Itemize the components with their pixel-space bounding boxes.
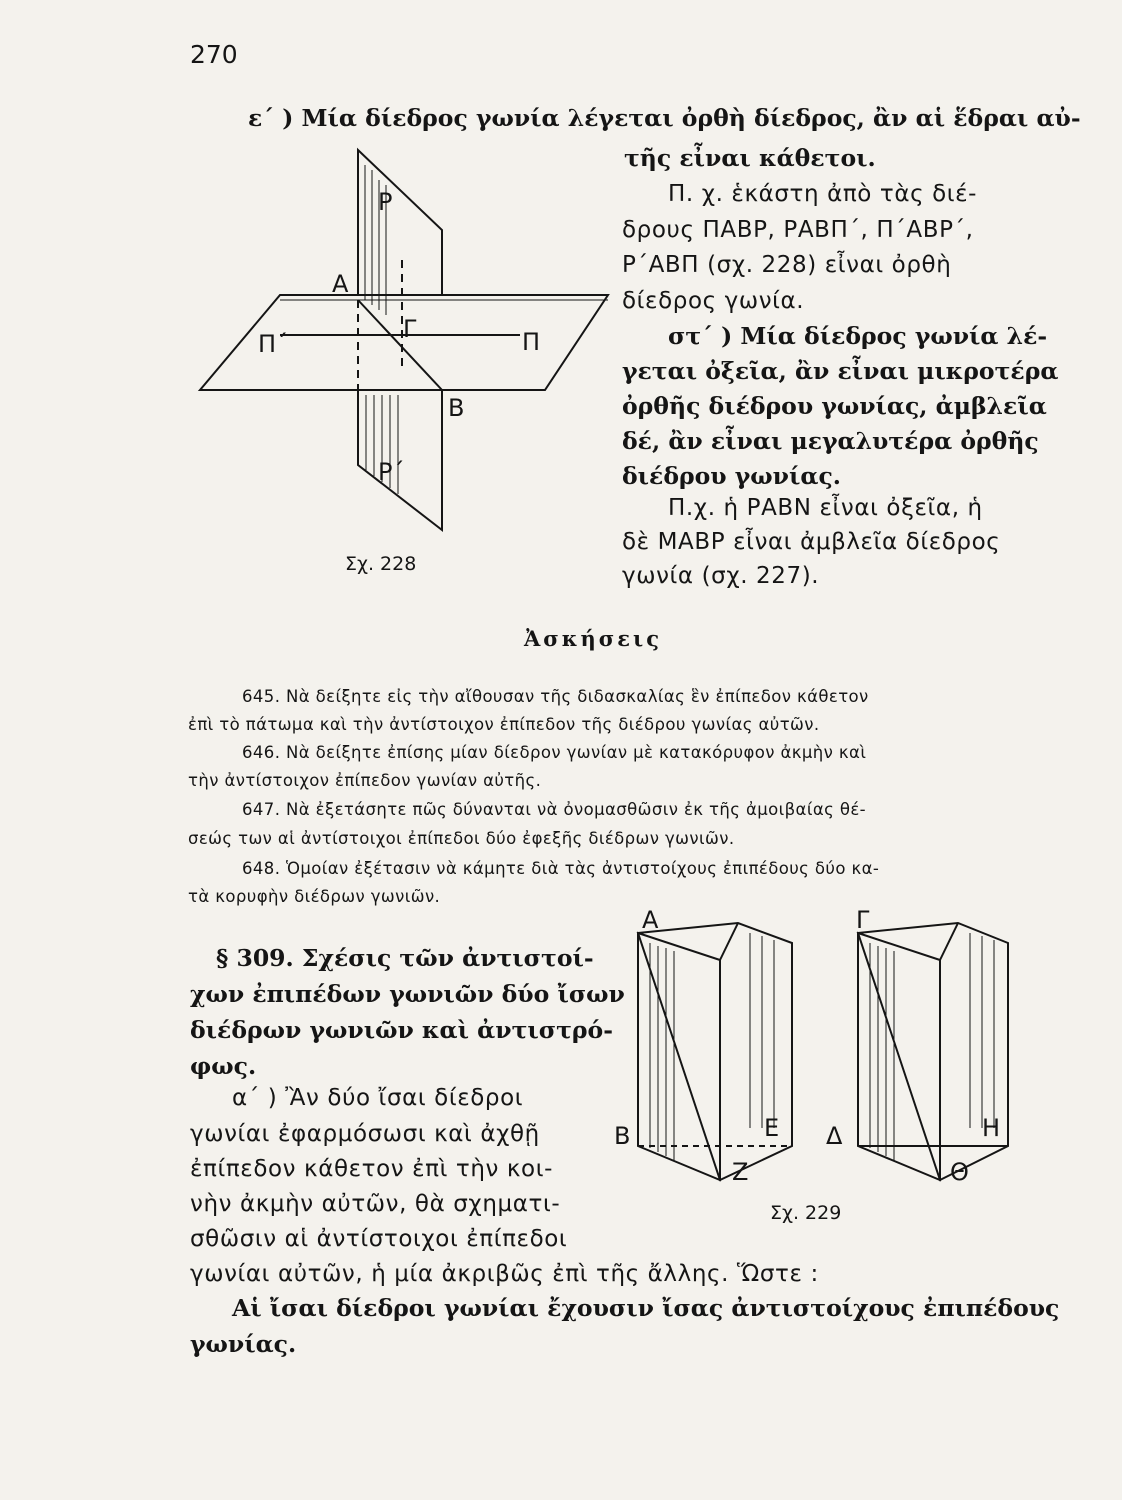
section-309-title-3: διέδρων γωνιῶν καὶ ἀντιστρό- (190, 1016, 613, 1044)
fig229-label-Gamma: Γ (856, 906, 870, 934)
section-e-example-1: Π. χ. ἑκάστη ἀπὸ τὰς διέ- (668, 181, 978, 207)
section-309-body-1: α΄ ) Ἂν δύο ἴσαι δίεδροι (232, 1085, 524, 1111)
exercise-line-3: 646. Νὰ δείξητε ἐπίσης μίαν δίεδρον γωνίαν μὲ κατακόρυφον ἀκμὴν καὶ (242, 743, 867, 762)
fig228-label-Pi: Π (522, 328, 541, 356)
section-st-line3: ὀρθῆς διέδρου γωνίας, ἀμβλεῖα (622, 392, 1047, 420)
fig228-label-A: Α (332, 270, 349, 298)
page-number: 270 (190, 40, 238, 69)
section-e-example-3: Ρ΄ΑΒΠ (σχ. 228) εἶναι ὀρθὴ (622, 252, 952, 278)
figure-229 (610, 898, 1030, 1198)
exercises-heading: Ἀσκήσεις (524, 626, 662, 651)
section-st-line4: δέ, ἂν εἶναι μεγαλυτέρα ὀρθῆς (622, 427, 1039, 455)
exercise-line-6: σεώς των αἱ ἀντίστοιχοι ἐπίπεδοι δύο ἐφεξῆς διέδρων γωνιῶν. (188, 829, 735, 848)
fig228-label-B: Β (448, 394, 465, 422)
section-309-conclusion-1: Αἱ ἴσαι δίεδροι γωνίαι ἔχουσιν ἴσας ἀντιστοίχους ἐπιπέδους (232, 1294, 1060, 1322)
fig229-label-Theta: Θ (950, 1158, 969, 1186)
section-309-title-2: χων ἐπιπέδων γωνιῶν δύο ἴσων (190, 980, 625, 1008)
fig228-label-Pi-prime: Π΄ (258, 330, 289, 358)
fig229-label-A: Α (642, 906, 659, 934)
section-309-title-1: § 309. Σχέσις τῶν ἀντιστοί- (216, 944, 594, 972)
exercise-line-8: τὰ κορυφὴν διέδρων γωνιῶν. (188, 887, 441, 906)
section-309-body-2: γωνίαι ἐφαρμόσωσι καὶ ἀχθῇ (190, 1121, 540, 1147)
section-309-body-3: ἐπίπεδον κάθετον ἐπὶ τὴν κοι- (190, 1156, 554, 1182)
section-309-body-4: νὴν ἀκμὴν αὐτῶν, θὰ σχηματι- (190, 1191, 561, 1217)
fig228-label-P-prime: Ρ΄ (378, 458, 405, 486)
figure-229-caption: Σχ. 229 (770, 1202, 842, 1224)
section-e-line2: τῆς εἶναι κάθετοι. (624, 144, 876, 172)
section-e-example-2: δρους ΠΑΒΡ, ΡΑΒΠ΄, Π΄ΑΒΡ΄, (622, 217, 974, 243)
figure-228 (190, 140, 620, 560)
section-309-title-4: φως. (190, 1052, 257, 1080)
fig229-label-Z: Ζ (732, 1158, 749, 1186)
exercise-line-2: ἐπὶ τὸ πάτωμα καὶ τὴν ἀντίστοιχον ἐπίπεδον τῆς διέδρου γωνίας αὐτῶν. (188, 715, 820, 734)
figure-228-caption: Σχ. 228 (345, 553, 417, 575)
section-e-example-4: δίεδρος γωνία. (622, 288, 805, 314)
fig228-label-Gamma: Γ (403, 315, 417, 343)
exercise-line-4: τὴν ἀντίστοιχον ἐπίπεδον γωνίαν αὐτῆς. (188, 771, 542, 790)
section-309-body-6: γωνίαι αὐτῶν, ἡ μία ἀκριβῶς ἐπὶ τῆς ἄλλης. Ὥστε : (190, 1261, 819, 1287)
section-st-line2: γεται ὀξεῖα, ἂν εἶναι μικροτέρα (622, 357, 1059, 385)
exercise-line-1: 645. Νὰ δείξητε εἰς τὴν αἴθουσαν τῆς διδασκαλίας ἓν ἐπίπεδον κάθετον (242, 687, 869, 706)
section-309-body-5: σθῶσιν αἱ ἀντίστοιχοι ἐπίπεδοι (190, 1226, 568, 1252)
fig229-label-E: Ε (764, 1114, 780, 1142)
section-st-example-1: Π.χ. ἡ ΡΑΒΝ εἶναι ὀξεῖα, ἡ (668, 495, 983, 521)
fig228-label-P: Ρ (378, 188, 393, 216)
fig229-label-B: Β (614, 1122, 631, 1150)
fig229-label-H: Η (982, 1114, 1001, 1142)
section-e-line1: ε΄ ) Μία δίεδρος γωνία λέγεται ὀρθὴ δίεδρος, ἂν αἱ ἕδραι αὐ- (248, 104, 1081, 132)
section-st-line5: διέδρου γωνίας. (622, 462, 841, 490)
exercise-line-5: 647. Νὰ ἐξετάσητε πῶς δύνανται νὰ ὀνομασθῶσιν ἐκ τῆς ἀμοιβαίας θέ- (242, 800, 866, 819)
section-st-line1: στ΄ ) Μία δίεδρος γωνία λέ- (668, 322, 1048, 350)
section-st-example-2: δὲ ΜΑΒΡ εἶναι ἀμβλεῖα δίεδρος (622, 529, 1001, 555)
section-309-conclusion-2: γωνίας. (190, 1330, 297, 1358)
fig229-label-Delta: Δ (826, 1122, 843, 1150)
section-st-example-3: γωνία (σχ. 227). (622, 563, 820, 589)
exercise-line-7: 648. Ὁμοίαν ἐξέτασιν νὰ κάμητε διὰ τὰς ἀντιστοίχους ἐπιπέδους δύο κα- (242, 859, 880, 878)
